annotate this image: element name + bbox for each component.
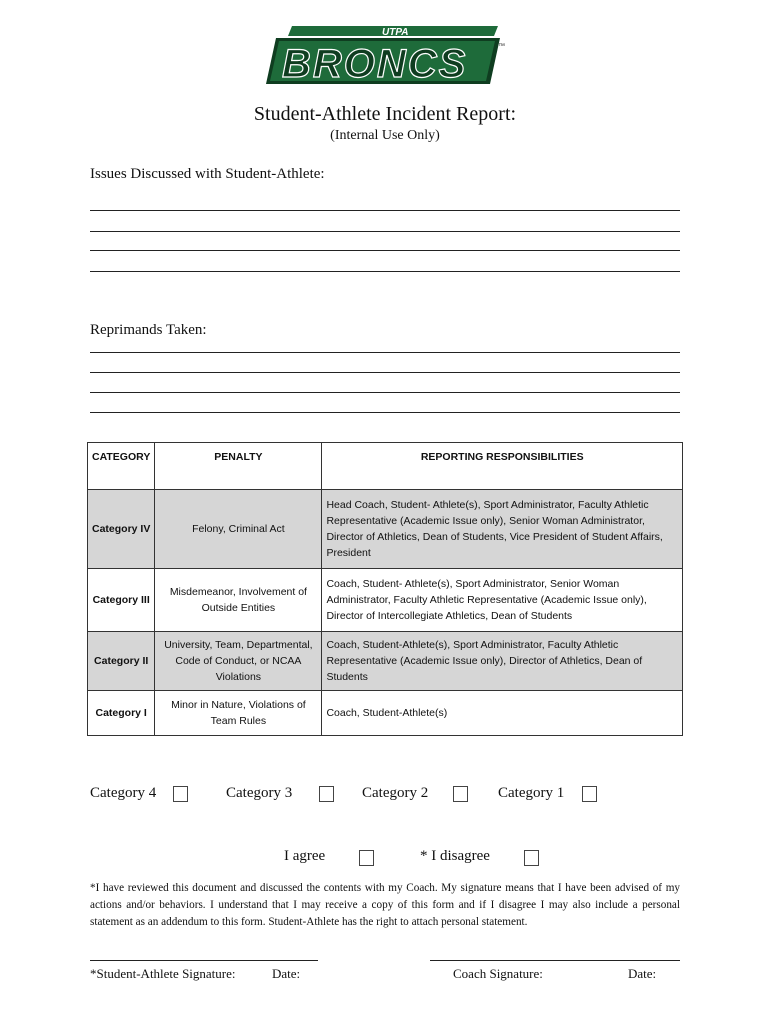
acknowledgement-note: *I have reviewed this document and discussed the contents with my Coach. My signature means that I have been advised of my actions and/or behaviors. I understand that I may receive a copy of this form and if I disagree I may also include a personal statement as an addendum to this form. Student-Athlete has the right to attach personal statement.	[90, 882, 680, 928]
broncs-logo	[262, 22, 510, 88]
category-2-checkbox[interactable]	[453, 786, 468, 802]
athlete-date-label: Date:	[272, 966, 301, 981]
issues-line-3[interactable]	[90, 250, 680, 251]
row-penalty: Misdemeanor, Involvement of Outside Entities	[155, 569, 322, 632]
row-penalty: Felony, Criminal Act	[155, 490, 322, 569]
row-penalty: Minor in Nature, Violations of Team Rules	[155, 691, 322, 736]
row-category: Category IV	[88, 490, 155, 569]
category-4-checkbox[interactable]	[173, 786, 188, 802]
agree-label: I agree	[284, 848, 326, 864]
table-row	[88, 569, 683, 632]
table-row	[88, 691, 683, 736]
header-responsibilities: REPORTING RESPONSIBILITIES	[322, 443, 683, 490]
category-3-label: Category 3	[226, 785, 293, 801]
row-category: Category III	[88, 569, 155, 632]
table-header-row	[88, 443, 683, 490]
row-category: Category I	[88, 691, 155, 736]
logo-tm: ™	[498, 43, 505, 50]
row-responsibilities: Coach, Student-Athlete(s)	[322, 691, 683, 736]
disagree-label: * I disagree	[420, 848, 490, 864]
logo-small-text: UTPA	[382, 27, 409, 38]
reprimands-line-4[interactable]	[90, 412, 680, 413]
logo-main-text: BRONCS	[282, 42, 468, 86]
coach-signature-line[interactable]	[430, 960, 680, 961]
header-penalty: PENALTY	[155, 443, 322, 490]
category-4-label: Category 4	[90, 785, 157, 801]
reprimands-line-2[interactable]	[90, 372, 680, 373]
issues-label: Issues Discussed with Student-Athlete:	[90, 166, 325, 182]
athlete-signature-label: *Student-Athlete Signature:	[90, 966, 236, 981]
issues-line-1[interactable]	[90, 210, 680, 211]
row-responsibilities: Coach, Student- Athlete(s), Sport Administrator, Senior Woman Administrator, Faculty Athletic Representative (Academic Issue only), Director of Intercollegiate Athletics, Dean of Students	[322, 569, 683, 632]
disagree-checkbox[interactable]	[524, 850, 539, 866]
reprimands-line-1[interactable]	[90, 352, 680, 353]
page-subtitle: (Internal Use Only)	[330, 128, 440, 143]
row-responsibilities: Coach, Student-Athlete(s), Sport Administrator, Faculty Athletic Representative (Academic Issue only), Director of Athletics, Dean of Students	[322, 632, 683, 691]
issues-line-4[interactable]	[90, 271, 680, 272]
row-responsibilities: Head Coach, Student- Athlete(s), Sport Administrator, Faculty Athletic Representative (Academic Issue only), Senior Woman Administrator, Director of Athletics, Dean of Students, Vice President of Student Affairs, President	[322, 490, 683, 569]
coach-date-label: Date:	[628, 966, 657, 981]
agree-checkbox[interactable]	[359, 850, 374, 866]
table-row	[88, 632, 683, 691]
row-penalty: University, Team, Departmental, Code of Conduct, or NCAA Violations	[155, 632, 322, 691]
category-1-label: Category 1	[498, 785, 565, 801]
athlete-signature-line[interactable]	[90, 960, 318, 961]
reprimands-label: Reprimands Taken:	[90, 322, 207, 338]
reprimands-line-3[interactable]	[90, 392, 680, 393]
category-2-label: Category 2	[362, 785, 429, 801]
page-title: Student-Athlete Incident Report:	[253, 103, 517, 125]
table-row	[88, 490, 683, 569]
header-category: CATEGORY	[88, 443, 155, 490]
category-1-checkbox[interactable]	[582, 786, 597, 802]
row-category: Category II	[88, 632, 155, 691]
category-3-checkbox[interactable]	[319, 786, 334, 802]
issues-line-2[interactable]	[90, 231, 680, 232]
category-table	[87, 442, 683, 736]
coach-signature-label: Coach Signature:	[453, 966, 543, 981]
